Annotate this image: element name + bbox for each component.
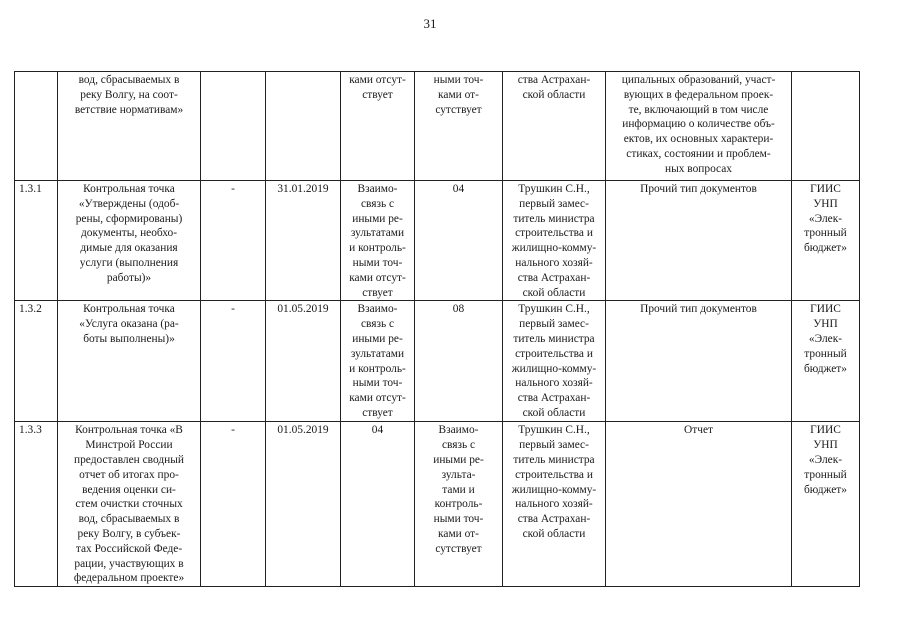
cell-responsible [503,72,606,181]
cell-line: ведения оценки си- [82,483,176,496]
cell-start-date: - [201,301,266,422]
cell-line: строительства и [515,227,593,240]
cell-line: стем очистки сточных [75,498,183,511]
cell-number: 1.3.3 [15,422,58,587]
cell-line: нального хозяй- [515,498,593,511]
cell-line: Взаимо- [357,183,398,195]
cell-name [58,422,201,587]
cell-prev-link [341,422,415,587]
cell-prev-link [341,72,415,181]
cell-line: бюджет» [804,362,847,375]
cell-line: зультатами [350,347,405,360]
cell-line: реку Волгу, в субъек- [77,527,181,540]
cell-line: первый замес- [519,318,589,331]
cell-line: контроль- [434,498,483,511]
cell-line: иными ре- [433,453,484,466]
cell-line: бюджет» [804,483,847,496]
cell-next-link [415,422,503,587]
cell-line: ными точ- [352,256,403,269]
cell-line: тронный [804,227,847,240]
table-row [15,181,860,301]
cell-line: тронный [804,468,847,481]
cell-number [15,72,58,181]
cell-document [606,422,792,587]
cell-line: ветствие нормативам» [74,103,184,116]
cell-start-date: - [201,422,266,587]
cell-start-date: - [201,181,266,301]
cell-line: ствует [362,406,393,419]
cell-next-link [415,181,503,301]
cell-line: нального хозяй- [515,256,593,269]
cell-line: УНП [813,318,838,331]
cell-line: ской области [522,286,586,299]
cell-line: боты выполнены)» [83,332,175,345]
cell-line: строительства и [515,347,593,360]
cell-line: документы, необхо- [80,227,178,240]
cell-line: стиках, состоянии и проблем- [626,147,771,160]
cell-number: 1.3.2 [15,301,58,422]
cell-line: сутствует [435,103,482,116]
cell-line: Трушкин С.Н., [518,303,590,316]
cell-line: ГИИС [810,183,841,195]
cell-line: первый замес- [519,197,589,210]
cell-system [792,301,860,422]
cell-name [58,181,201,301]
cell-line: «Элек- [808,212,843,225]
cell-next-link [415,301,503,422]
cell-line: зультатами [350,227,405,240]
control-points-table [14,71,860,587]
cell-line: тах Российской Феде- [75,542,183,555]
cell-line: связь с [360,197,395,210]
cell-line: Взаимо- [438,424,479,437]
cell-system [792,422,860,587]
cell-line: ствует [362,286,393,299]
cell-line: сутствует [435,542,482,555]
cell-line: титель министра [513,212,595,225]
cell-line: ГИИС [810,303,841,316]
cell-line: жилищно-комму- [511,362,597,375]
cell-line: связь с [441,439,476,452]
cell-line: Трушкин С.Н., [518,183,590,195]
cell-line: Прочий тип документов [640,183,757,195]
cell-next-link [415,72,503,181]
cell-line: Контрольная точка [83,183,175,195]
cell-document [606,301,792,422]
cell-line: вующих в федеральном проек- [623,88,774,101]
cell-document [606,181,792,301]
cell-line: «Элек- [808,453,843,466]
cell-line: УНП [813,197,838,210]
cell-line: и контроль- [349,362,406,375]
cell-line: ектов, их основных характери- [623,133,774,146]
cell-line: Минстрой России [85,439,173,452]
table-row [15,422,860,587]
cell-line: ными точ- [352,377,403,390]
cell-line: УНП [813,439,838,452]
table-row [15,72,860,181]
cell-line: 08 [452,303,465,316]
cell-line: ципальных образований, участ- [621,74,776,86]
cell-name [58,72,201,181]
cell-line: «Элек- [808,332,843,345]
cell-line: ства Астрахан- [517,271,591,284]
cell-line: ства Астрахан- [517,513,591,526]
cell-start-date [201,72,266,181]
cell-line: ками отсут- [349,271,406,284]
cell-line: федеральном проекте» [73,572,185,585]
cell-line: ных вопросах [664,162,732,175]
cell-line: предоставлен сводный [74,453,184,466]
cell-line: нального хозяй- [515,377,593,390]
cell-line: тронный [804,347,847,360]
cell-line: иными ре- [352,332,403,345]
cell-line: ными точ- [433,74,484,86]
cell-system [792,181,860,301]
cell-line: Прочий тип документов [640,303,757,316]
cell-end-date: 01.05.2019 [266,422,341,587]
cell-line: ГИИС [810,424,841,437]
cell-line: реку Волгу, на соот- [80,88,178,101]
cell-line: ства Астрахан- [517,392,591,405]
cell-line: вод, сбрасываемых в [78,513,180,526]
cell-line: 04 [371,424,384,437]
cell-line: 04 [452,183,465,195]
cell-line: Отчет [684,424,713,437]
cell-system [792,72,860,181]
cell-line: «Утверждены (одоб- [78,197,180,210]
cell-line: информацию о количестве объ- [622,118,775,131]
cell-line: Контрольная точка [83,303,175,316]
cell-prev-link [341,301,415,422]
cell-line: жилищно-комму- [511,483,597,496]
cell-line: вод, сбрасываемых в [78,74,180,86]
cell-line: титель министра [513,453,595,466]
cell-end-date: 01.05.2019 [266,301,341,422]
cell-line: Контрольная точка «В [75,424,183,437]
cell-end-date: 31.01.2019 [266,181,341,301]
cell-line: бюджет» [804,242,847,255]
cell-responsible [503,301,606,422]
cell-line: тами и [442,483,475,496]
cell-document [606,72,792,181]
table-body [15,72,860,587]
cell-end-date [266,72,341,181]
cell-line: димые для оказания [80,242,178,255]
cell-line: ства Астрахан- [517,74,591,86]
cell-line: услуги (выполнения [79,256,179,269]
cell-line: ской области [522,88,586,101]
cell-line: зульта- [441,468,476,481]
cell-line: ской области [522,527,586,540]
cell-responsible [503,181,606,301]
cell-line: отчет об итогах про- [79,468,179,481]
cell-responsible [503,422,606,587]
cell-line: Трушкин С.Н., [518,424,590,437]
cell-line: ствует [362,88,393,101]
cell-line: ными точ- [433,513,484,526]
cell-line: строительства и [515,468,593,481]
cell-line: рации, участвующих в [74,557,184,570]
cell-line: титель министра [513,332,595,345]
cell-line: рены, сформированы) [75,212,183,225]
cell-line: ской области [522,406,586,419]
cell-name [58,301,201,422]
cell-line: и контроль- [349,242,406,255]
cell-line: первый замес- [519,439,589,452]
cell-line: те, включающий в том числе [628,103,769,116]
cell-line: иными ре- [352,212,403,225]
page-number: 31 [423,16,437,31]
cell-line: связь с [360,318,395,331]
cell-line: ками от- [438,527,479,540]
cell-line: ками от- [438,88,479,101]
cell-prev-link [341,181,415,301]
table-row [15,301,860,422]
cell-line: «Услуга оказана (ра- [79,318,179,331]
cell-line: работы)» [106,271,152,284]
cell-line: жилищно-комму- [511,242,597,255]
cell-number: 1.3.1 [15,181,58,301]
cell-line: ками отсут- [349,392,406,405]
cell-line: Взаимо- [357,303,398,316]
cell-line: ками отсут- [349,74,406,86]
